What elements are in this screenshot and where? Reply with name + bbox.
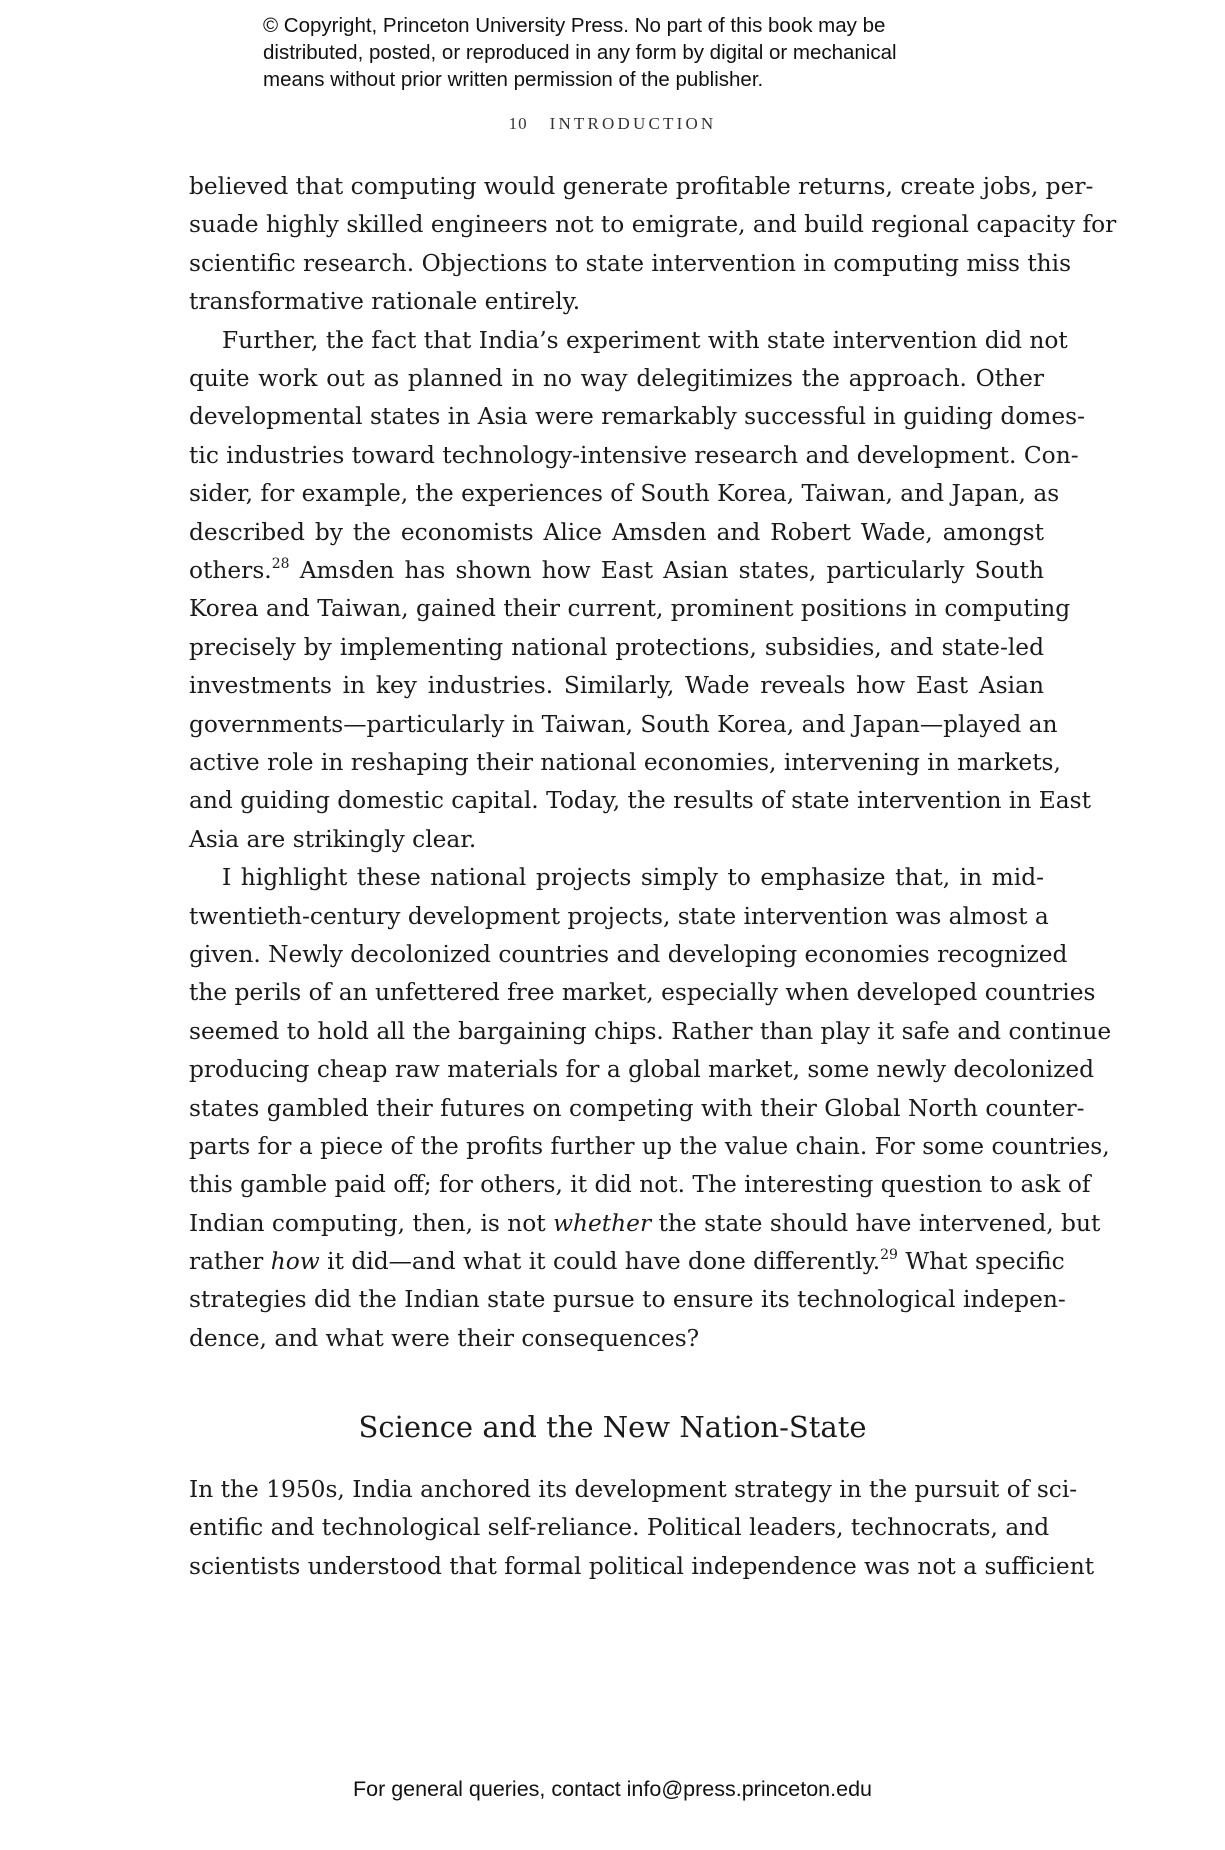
text-line: dence, and what were their consequences? <box>189 1324 700 1352</box>
text-line: strategies did the Indian state pursue to ensure its technological indepen- <box>189 1286 1066 1314</box>
text-line: precisely by implementing national protections, subsidies, and state-led <box>189 633 1044 661</box>
italic-word: how <box>270 1248 320 1276</box>
text-line: producing cheap raw materials for a global market, some newly decolonized <box>189 1056 1095 1084</box>
text-line: governments—particularly in Taiwan, South Korea, and Japan—played an <box>189 710 1058 738</box>
text-line: Further, the fact that India’s experiment with state intervention did not <box>222 326 1068 354</box>
paragraph-2 <box>189 322 1092 859</box>
text-line: given. Newly decolonized countries and developing economies recognized <box>189 940 1068 968</box>
text-segment: it did—and what it could have done differently. <box>319 1248 881 1276</box>
text-line: transformative rationale entirely. <box>189 288 581 316</box>
text-segment: rather <box>189 1248 271 1276</box>
text-line: entific and technological self-reliance. Political leaders, technocrats, and <box>189 1514 1050 1542</box>
running-head <box>0 114 1225 134</box>
text-line <box>189 1205 1101 1243</box>
text-line: the perils of an unfettered free market, especially when developed countries <box>189 979 1096 1007</box>
footer-contact: For general queries, contact info@press.princeton.edu <box>352 1777 872 1801</box>
text-segment: What specific <box>897 1248 1065 1276</box>
text-line: In the 1950s, India anchored its development strategy in the pursuit of sci- <box>189 1476 1078 1503</box>
text-line: Asia are strikingly clear. <box>189 825 477 853</box>
text-line: parts for a piece of the profits further up the value chain. For some countries, <box>189 1132 1110 1160</box>
paragraph-1 <box>189 168 1117 322</box>
text-line: quite work out as planned in no way delegitimizes the approach. Other <box>189 364 1044 392</box>
text-segment: others. <box>189 556 272 584</box>
text-segment: the state should have intervened, but <box>651 1209 1101 1237</box>
text-line: twentieth-century development projects, state intervention was almost a <box>189 902 1049 930</box>
text-line: tic industries toward technology-intensive research and development. Con- <box>189 441 1079 469</box>
footnote-ref-28[interactable]: 28 <box>271 555 290 572</box>
text-line <box>189 1243 1065 1281</box>
text-line: described by the economists Alice Amsden and Robert Wade, amongst <box>189 518 1044 546</box>
paragraph-4 <box>189 1471 1095 1586</box>
copyright-notice <box>263 12 1023 93</box>
text-line: scientific research. Objections to state intervention in computing miss this <box>189 249 1072 277</box>
copyright-line: means without prior written permission of the publisher. <box>263 68 764 91</box>
copyright-line: distributed, posted, or reproduced in any form by digital or mechanical <box>263 41 897 64</box>
text-line <box>189 552 1044 590</box>
text-line: states gambled their futures on competing with their Global North counter- <box>189 1094 1085 1122</box>
text-line: Korea and Taiwan, gained their current, prominent positions in computing <box>189 595 1071 623</box>
paragraph-3 <box>189 859 1112 1358</box>
footnote-ref-29[interactable]: 29 <box>880 1247 898 1264</box>
text-line: investments in key industries. Similarly, Wade reveals how East Asian <box>189 672 1044 700</box>
text-line: scientists understood that formal political independence was not a sufficient <box>189 1552 1095 1580</box>
text-line: I highlight these national projects simply to emphasize that, in mid- <box>222 864 1044 892</box>
text-segment: Indian computing, then, is not <box>189 1209 554 1237</box>
running-head-title: INTRODUCTION <box>549 114 717 133</box>
copyright-line: © Copyright, Princeton University Press. No part of this book may be <box>263 14 886 37</box>
italic-word: whether <box>553 1209 652 1237</box>
text-line: this gamble paid off; for others, it did not. The interesting question to ask of <box>189 1171 1091 1199</box>
text-line: suade highly skilled engineers not to emigrate, and build regional capacity for <box>189 211 1117 239</box>
text-line: active role in reshaping their national economies, intervening in markets, <box>189 748 1061 776</box>
page-number: 10 <box>508 114 528 133</box>
text-line: seemed to hold all the bargaining chips. Rather than play it safe and continue <box>189 1017 1112 1045</box>
text-line: and guiding domestic capital. Today, the results of state intervention in East <box>189 787 1092 815</box>
text-line: developmental states in Asia were remarkably successful in guiding domes- <box>189 403 1085 431</box>
text-line: believed that computing would generate profitable returns, create jobs, per- <box>189 173 1094 200</box>
section-heading: Science and the New Nation-State <box>358 1410 867 1444</box>
text-segment: Amsden has shown how East Asian states, particularly South <box>289 556 1044 584</box>
text-line: sider, for example, the experiences of South Korea, Taiwan, and Japan, as <box>189 480 1060 508</box>
